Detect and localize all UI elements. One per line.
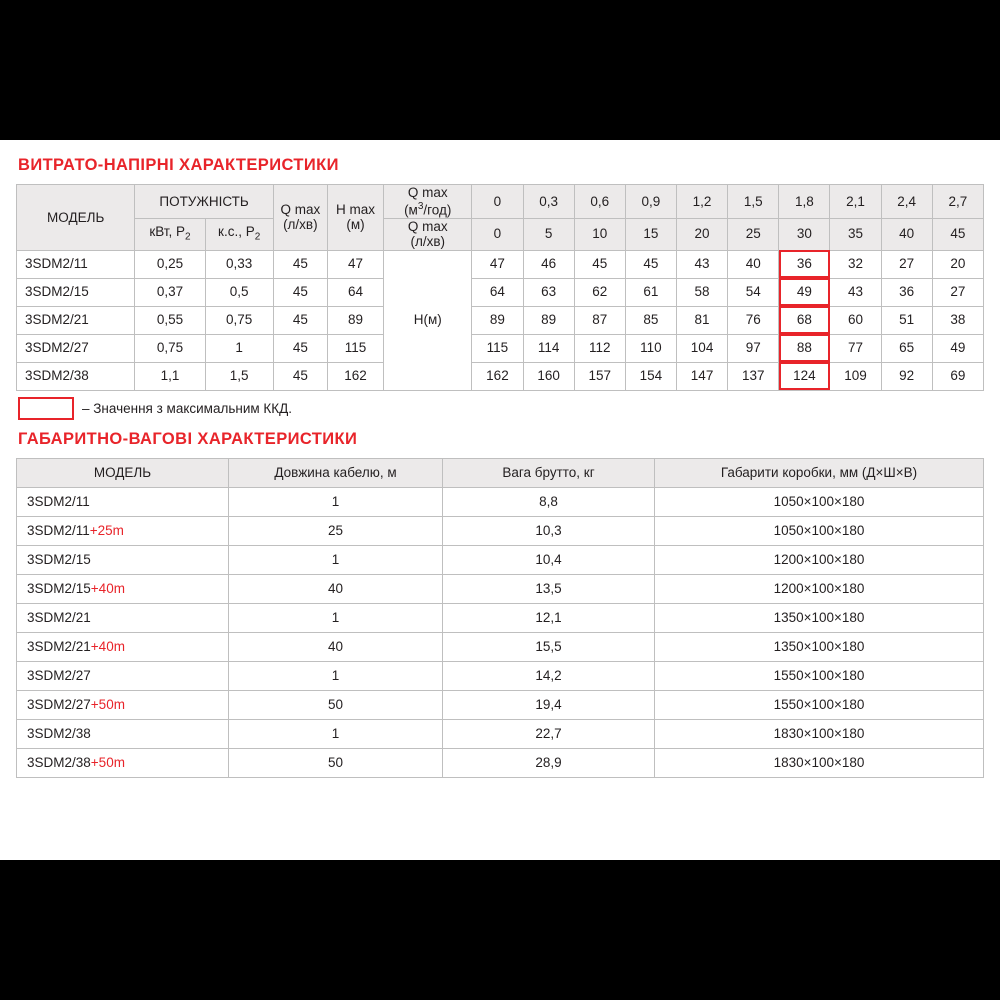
row-model: 3SDM2/21 [17, 306, 135, 334]
dim-row-weight: 10,3 [443, 516, 655, 545]
head-value: 32 [830, 250, 881, 278]
flow-m3h-7: 2,1 [830, 185, 881, 219]
row-q-max: 45 [273, 250, 327, 278]
row-power-kw: 0,75 [135, 334, 205, 362]
head-value: 64 [472, 278, 523, 306]
head-value: 40 [728, 250, 779, 278]
dim-row-cable: 1 [229, 487, 443, 516]
header-h-max: H max (м) [327, 185, 383, 251]
row-h-max: 64 [327, 278, 383, 306]
table-row [17, 362, 984, 390]
head-value: 63 [523, 278, 574, 306]
flow-lmin-2: 10 [574, 218, 625, 250]
dim-row-box: 1350×100×180 [655, 603, 984, 632]
head-value: 154 [625, 362, 676, 390]
table-row [17, 748, 984, 777]
row-power-hp: 0,5 [205, 278, 273, 306]
dim-row-box: 1550×100×180 [655, 661, 984, 690]
table-row [17, 250, 984, 278]
table-row [17, 278, 984, 306]
head-value: 46 [523, 250, 574, 278]
row-power-hp: 1 [205, 334, 273, 362]
row-model: 3SDM2/11 [17, 250, 135, 278]
h-m-label: H(м) [384, 250, 472, 390]
dim-row-box: 1050×100×180 [655, 516, 984, 545]
flow-m3h-9: 2,7 [932, 185, 983, 219]
legend-row [18, 397, 984, 420]
dim-row-model: 3SDM2/21 [17, 603, 229, 632]
table-header-row [17, 185, 984, 219]
header-model: МОДЕЛЬ [17, 185, 135, 251]
dim-row-box: 1550×100×180 [655, 690, 984, 719]
head-value: 85 [625, 306, 676, 334]
row-power-kw: 0,55 [135, 306, 205, 334]
dim-row-weight: 15,5 [443, 632, 655, 661]
dim-row-weight: 14,2 [443, 661, 655, 690]
head-value: 97 [728, 334, 779, 362]
dim-row-model: 3SDM2/11 [17, 487, 229, 516]
table-row [17, 690, 984, 719]
head-value: 114 [523, 334, 574, 362]
header-power: ПОТУЖНІСТЬ [135, 185, 273, 219]
dim-row-weight: 19,4 [443, 690, 655, 719]
dim-row-weight: 10,4 [443, 545, 655, 574]
table-row [17, 603, 984, 632]
row-model: 3SDM2/27 [17, 334, 135, 362]
flow-m3h-0: 0 [472, 185, 523, 219]
table-row [17, 545, 984, 574]
head-value: 54 [728, 278, 779, 306]
head-value: 60 [830, 306, 881, 334]
head-value: 147 [676, 362, 727, 390]
row-h-max: 115 [327, 334, 383, 362]
flow-m3h-1: 0,3 [523, 185, 574, 219]
head-value: 51 [881, 306, 932, 334]
flow-m3h-5: 1,5 [728, 185, 779, 219]
row-model: 3SDM2/38 [17, 362, 135, 390]
head-value: 36 [779, 250, 830, 278]
head-value: 110 [625, 334, 676, 362]
flow-lmin-9: 45 [932, 218, 983, 250]
flow-m3h-2: 0,6 [574, 185, 625, 219]
head-value: 61 [625, 278, 676, 306]
header-qmax-m3h: Q max $(м^3/год)$ [384, 185, 472, 219]
table-row [17, 661, 984, 690]
flow-m3h-3: 0,9 [625, 185, 676, 219]
dim-row-cable: 40 [229, 574, 443, 603]
dim-row-cable: 50 [229, 748, 443, 777]
dim-row-model: 3SDM2/11+25m [17, 516, 229, 545]
table-row [17, 632, 984, 661]
head-value: 112 [574, 334, 625, 362]
dim-row-model: 3SDM2/15 [17, 545, 229, 574]
head-value: 20 [932, 250, 983, 278]
head-value: 58 [676, 278, 727, 306]
dim-row-weight: 13,5 [443, 574, 655, 603]
head-value: 88 [779, 334, 830, 362]
flow-lmin-0: 0 [472, 218, 523, 250]
header-q-max: Q max (л/хв) [273, 185, 327, 251]
dim-row-weight: 8,8 [443, 487, 655, 516]
flow-lmin-1: 5 [523, 218, 574, 250]
dim-row-model: 3SDM2/38+50m [17, 748, 229, 777]
dim-row-model: 3SDM2/38 [17, 719, 229, 748]
header-power-hp: к.с., $Р_2$ [205, 218, 273, 250]
row-power-kw: 0,37 [135, 278, 205, 306]
flow-lmin-7: 35 [830, 218, 881, 250]
dimensions-section-title: ГАБАРИТНО-ВАГОВІ ХАРАКТЕРИСТИКИ [18, 429, 358, 448]
dim-row-box: 1350×100×180 [655, 632, 984, 661]
flow-lmin-6: 30 [779, 218, 830, 250]
head-value: 124 [779, 362, 830, 390]
head-value: 49 [779, 278, 830, 306]
dim-row-box: 1200×100×180 [655, 574, 984, 603]
dim-row-model: 3SDM2/15+40m [17, 574, 229, 603]
table-header-row [17, 458, 984, 487]
dim-row-model: 3SDM2/27+50m [17, 690, 229, 719]
head-value: 104 [676, 334, 727, 362]
head-value: 36 [881, 278, 932, 306]
head-value: 76 [728, 306, 779, 334]
dim-row-model: 3SDM2/27 [17, 661, 229, 690]
dim-header-1: Довжина кабелю, м [229, 458, 443, 487]
head-value: 77 [830, 334, 881, 362]
head-value: 69 [932, 362, 983, 390]
row-model: 3SDM2/15 [17, 278, 135, 306]
head-value: 65 [881, 334, 932, 362]
head-value: 89 [523, 306, 574, 334]
head-value: 45 [574, 250, 625, 278]
row-power-hp: 1,5 [205, 362, 273, 390]
head-value: 92 [881, 362, 932, 390]
dimensions-table [16, 458, 984, 778]
row-power-kw: 0,25 [135, 250, 205, 278]
head-value: 89 [472, 306, 523, 334]
row-q-max: 45 [273, 306, 327, 334]
head-value: 157 [574, 362, 625, 390]
head-value: 43 [830, 278, 881, 306]
table-header-row [17, 218, 984, 250]
row-power-kw: 1,1 [135, 362, 205, 390]
head-value: 47 [472, 250, 523, 278]
row-h-max: 47 [327, 250, 383, 278]
legend-color-box [18, 397, 74, 420]
table-row [17, 334, 984, 362]
flow-lmin-8: 40 [881, 218, 932, 250]
row-q-max: 45 [273, 278, 327, 306]
dim-row-cable: 25 [229, 516, 443, 545]
dim-row-weight: 22,7 [443, 719, 655, 748]
flow-lmin-4: 20 [676, 218, 727, 250]
head-value: 87 [574, 306, 625, 334]
table-row [17, 516, 984, 545]
head-value: 160 [523, 362, 574, 390]
head-value: 43 [676, 250, 727, 278]
flow-m3h-6: 1,8 [779, 185, 830, 219]
table-row [17, 306, 984, 334]
head-value: 45 [625, 250, 676, 278]
dim-row-cable: 40 [229, 632, 443, 661]
flow-head-table [16, 184, 984, 391]
head-value: 27 [932, 278, 983, 306]
dim-header-0: МОДЕЛЬ [17, 458, 229, 487]
dim-row-box: 1050×100×180 [655, 487, 984, 516]
dim-row-cable: 1 [229, 545, 443, 574]
row-h-max: 89 [327, 306, 383, 334]
dim-row-cable: 50 [229, 690, 443, 719]
flow-lmin-3: 15 [625, 218, 676, 250]
dim-row-box: 1830×100×180 [655, 719, 984, 748]
head-value: 137 [728, 362, 779, 390]
dim-row-box: 1830×100×180 [655, 748, 984, 777]
dim-row-weight: 28,9 [443, 748, 655, 777]
flow-m3h-8: 2,4 [881, 185, 932, 219]
head-value: 62 [574, 278, 625, 306]
dim-row-weight: 12,1 [443, 603, 655, 632]
table-row [17, 487, 984, 516]
dim-row-cable: 1 [229, 661, 443, 690]
head-value: 162 [472, 362, 523, 390]
head-value: 109 [830, 362, 881, 390]
head-value: 49 [932, 334, 983, 362]
row-power-hp: 0,33 [205, 250, 273, 278]
dim-row-cable: 1 [229, 603, 443, 632]
dim-header-3: Габарити коробки, мм (Д×Ш×В) [655, 458, 984, 487]
head-value: 81 [676, 306, 727, 334]
table-row [17, 574, 984, 603]
flow-head-section-title: ВИТРАТО-НАПІРНІ ХАРАКТЕРИСТИКИ [18, 156, 339, 174]
row-power-hp: 0,75 [205, 306, 273, 334]
row-q-max: 45 [273, 334, 327, 362]
head-value: 27 [881, 250, 932, 278]
spec-sheet [0, 140, 1000, 860]
header-power-kw: кВт, $Р_2$ [135, 218, 205, 250]
row-h-max: 162 [327, 362, 383, 390]
dim-header-2: Вага брутто, кг [443, 458, 655, 487]
head-value: 68 [779, 306, 830, 334]
header-qmax-lmin: Q max (л/хв) [384, 218, 472, 250]
flow-m3h-4: 1,2 [676, 185, 727, 219]
head-value: 38 [932, 306, 983, 334]
dim-row-cable: 1 [229, 719, 443, 748]
dim-row-model: 3SDM2/21+40m [17, 632, 229, 661]
table-row [17, 719, 984, 748]
head-value: 115 [472, 334, 523, 362]
flow-lmin-5: 25 [728, 218, 779, 250]
legend-text: – Значення з максимальним ККД. [82, 400, 293, 416]
row-q-max: 45 [273, 362, 327, 390]
dim-row-box: 1200×100×180 [655, 545, 984, 574]
